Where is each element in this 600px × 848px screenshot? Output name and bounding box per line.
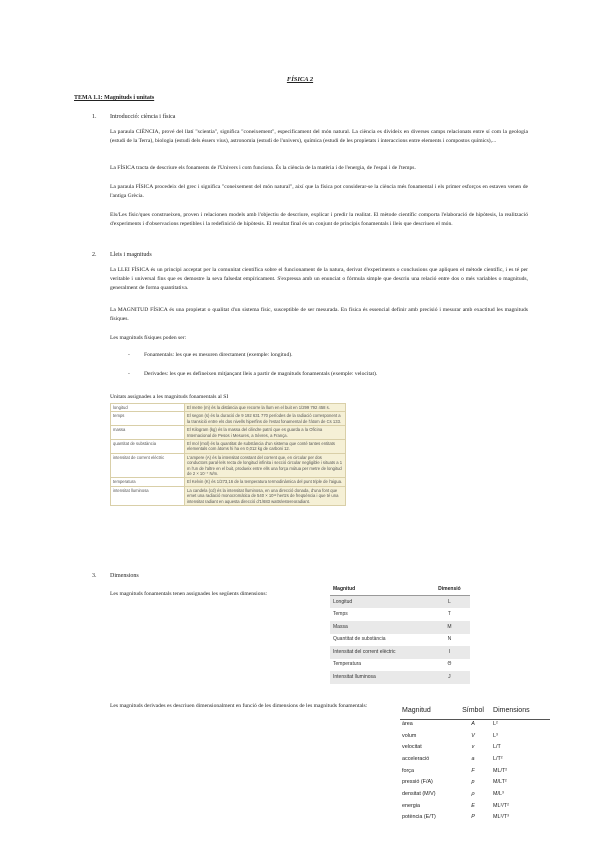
table-cell: L²: [493, 721, 498, 728]
table-cell: longitud: [111, 404, 185, 412]
section-heading-1: [92, 113, 175, 122]
table-cell: volum: [402, 732, 417, 739]
table-row: [111, 478, 346, 486]
table-row: [400, 801, 550, 813]
table-cell: àrea: [402, 721, 413, 728]
table-cell: El mol (mol) és la quantitat de substància d'un sistema que conté tantes entitats elementals com àtoms hi ha en 0,012 kg de carboni 12.: [185, 440, 346, 454]
table-cell: L³: [493, 732, 498, 739]
dimensions-table: [330, 584, 470, 684]
table-cell: El segon (s) és la duració de 9 192 631 770 períodes de la radiació corresponent a la transició entre els dos nivells hiperfins de l'estat fonamental de l'àtom de Cs 133.: [185, 412, 346, 426]
table-cell: L'ampere (A) és la intensitat constant del corrent que, en circular per dos conductors paral·lels recta de longitud infinita i secció circular negligible i situats a 1 m l'un de l'altre en el buit, produeix entre ells una força mútua per metre de longitud de 2 × 10⁻⁷ N/m.: [185, 453, 346, 478]
table-cell: intensitat de corrent elèctric: [111, 453, 185, 478]
column-header: Magnitud: [330, 584, 429, 596]
table-cell: E: [471, 802, 475, 809]
section-number: 3.: [92, 573, 97, 579]
table-cell: Θ: [447, 661, 452, 668]
table-row: [330, 596, 470, 609]
paragraph: Les magnituds derivades es descriuen dimensionalment en funció de les dimensions de les magnituds fonamentals:: [110, 703, 368, 709]
table-header-row: [330, 584, 470, 596]
table-cell: M/L³: [493, 791, 504, 798]
table-cell: El metre (m) és la distància que recorre la llum en el buit en 1/299 792 458 s.: [185, 404, 346, 412]
bullet-dash: -: [128, 371, 130, 377]
table-cell: temperatura: [111, 478, 185, 486]
column-header: Dimensió: [429, 584, 470, 596]
table-cell: A: [471, 721, 475, 728]
list-item-text: Derivades: les que es defineixen mitjançant lleis a partir de magnituds fonamentals (exemple: velocitat).: [144, 371, 378, 377]
table-cell: velocitat: [402, 744, 422, 751]
table-cell: L/T: [493, 744, 501, 751]
table-cell: acceleració: [402, 755, 430, 762]
table-cell: força: [402, 767, 414, 774]
table-cell: massa: [111, 426, 185, 440]
section-title: Dimensions: [110, 573, 139, 579]
table-cell: El Kilogram (kg) és la massa del cilindre patró que es guarda a la Oficina Internacional de Pesos i Mesures, a Sèvres, a França.: [185, 426, 346, 440]
table-cell: M/LT²: [493, 779, 507, 786]
table-cell: ML/T²: [493, 767, 508, 774]
list-item: [128, 351, 293, 359]
table-cell: ρ: [471, 791, 475, 798]
column-header: Símbol: [455, 704, 491, 719]
table-cell: p: [471, 779, 475, 786]
table-cell: pressió (F/A): [402, 779, 433, 786]
table-row: [330, 671, 470, 684]
table-cell: Temperatura: [333, 661, 362, 668]
table-row: [400, 789, 550, 801]
table-cell: ML²/T²: [493, 802, 509, 809]
table-cell: V: [471, 732, 475, 739]
table-cell: M: [429, 621, 470, 634]
table-cell: El Kelvin (K) és 1/273,16 de la temperatura termodinàmica del punt triple de l'aigua.: [185, 478, 346, 486]
paragraph: Les magnituds físiques poden ser:: [110, 335, 187, 341]
bullet-dash: -: [128, 352, 130, 358]
paragraph: La FÍSICA tracta de descriure els fonaments de l'Univers i com funciona. És la ciència de la matèria i de l'energia, de l'espai i de l'temps.: [110, 165, 416, 171]
table-header-row: [400, 704, 550, 719]
table-cell: densitat (M/V): [402, 791, 436, 798]
table-row: [330, 608, 470, 621]
derived-dimensions-table: [400, 704, 550, 824]
page-title: FÍSICA 2: [286, 76, 314, 83]
table-cell: P: [471, 814, 475, 821]
table-row: [111, 453, 346, 478]
table-cell: La candela (cd) és la intensitat lluminosa, en una direcció donada, d'una font que emet una radiació monocromàtica de 540 × 10¹² hertzs de freqüència i que té una intensitat radiant en aquesta direcció d'1/683 watts/estereoradiant.: [185, 486, 346, 505]
table-cell: v: [471, 744, 475, 751]
table-row: [330, 659, 470, 672]
section-number: 2.: [92, 252, 97, 258]
table-row: [400, 813, 550, 825]
table-row: [330, 646, 470, 659]
table-row: [330, 634, 470, 647]
table-row: [111, 412, 346, 426]
table-row: [400, 731, 550, 743]
topic-heading: TEMA 1.1: Magnituds i unitats: [74, 95, 155, 101]
table-cell: L/T²: [493, 755, 503, 762]
column-header: Dimensions: [491, 704, 550, 719]
list-item: [128, 370, 377, 378]
table-cell: T: [447, 611, 451, 618]
table-cell: Massa: [330, 621, 429, 634]
paragraph: Les magnituds fonamentals tenen assignades les següents dimensions:: [110, 591, 268, 597]
table-cell: L: [429, 596, 470, 609]
table-row: [111, 440, 346, 454]
table-cell: Temps: [333, 611, 348, 618]
table-row: [330, 621, 470, 634]
list-item-text: Fonamentals: les que es mesuren directament (exemple: longitud).: [144, 352, 293, 358]
table-cell: intensitat lluminosa: [111, 486, 185, 505]
si-table-caption: Unitats assignades a les magnituds fonamentals al SI: [110, 394, 229, 400]
table-cell: Intensitat del corrent elèctric: [330, 646, 429, 659]
paragraph: Els/Les físic/ques construeixen, proven i relacionen models amb l'objectiu de descriure, explicar i predir la realitat. El mètode científic comporta l'elaboració de hipòtesis, la realització d'experiments i d'observacions repetibles i la redefinició de hipòtesis. El resultat final és un conjunt de principis fonamentals i lleis que descriuen el món.: [110, 212, 528, 227]
column-header: Magnitud: [400, 704, 455, 719]
table-cell: ML²/T³: [493, 814, 509, 821]
table-row: [111, 486, 346, 505]
paragraph: La paraula FÍSICA procedeix del grec i significa "coneixement del món natural", així que la física pot considerar-se la ciència més fonamental i els primer esforços en estaven venen de l'antiga Grècia.: [110, 184, 528, 199]
paragraph: La MAGNITUD FÍSICA és una propietat o qualitat d'un sistema físic, susceptible de ser mesurada. En física és essencial definir amb precisió i mesurar amb exactitud les magnituds físiques.: [110, 307, 528, 322]
paragraph: La paraula CIÈNCIA, prové del llatí "scientia", significa "coneixement", especificament del món natural. La ciència es divideix en diverses camps relacionats entre sí com la geologia (estudi de la Terra), biologia (estudi dels éssers vius), astronomia (estudi de l'univers), química (estudi de les propietats i interaccions entre elements i compostos químics),...: [110, 129, 528, 144]
table-row: [111, 426, 346, 440]
table-row: [400, 719, 550, 731]
table-cell: I: [429, 646, 470, 659]
table-cell: Longitud: [330, 596, 429, 609]
table-cell: J: [429, 671, 470, 684]
table-row: [400, 766, 550, 778]
table-cell: Intensitat lluminosa: [330, 671, 429, 684]
table-row: [400, 742, 550, 754]
section-heading-2: [92, 251, 152, 260]
section-heading-3: [92, 572, 139, 581]
table-cell: potència (E/T): [402, 814, 436, 821]
section-number: 1.: [92, 114, 97, 120]
table-row: [400, 754, 550, 766]
section-title: Lleis i magnituds: [110, 252, 152, 258]
table-cell: F: [471, 767, 475, 774]
table-row: [111, 404, 346, 412]
table-cell: temps: [111, 412, 185, 426]
table-cell: quantitat de substància: [111, 440, 185, 454]
paragraph: La LLEI FÍSICA és un principi acceptat per la comunitat científica sobre el funcionament de la natura, derivat d'experiments o conclusions que apliquen el mètode científic, i es té per veritable i universal fins que es demostre la seva falsedat empíricament. S'expressa amb un enunciat o fórmula simple que descriu una relació entre dos o més variables o magnituds, generalment de forma quantitativa.: [110, 267, 528, 291]
table-cell: Quantitat de substància: [333, 636, 386, 643]
section-title: Introducció: ciència i física: [110, 114, 176, 120]
table-cell: a: [471, 755, 475, 762]
table-cell: energia: [402, 802, 420, 809]
table-cell: N: [447, 636, 452, 643]
si-units-table: [110, 403, 346, 506]
table-row: [400, 777, 550, 789]
